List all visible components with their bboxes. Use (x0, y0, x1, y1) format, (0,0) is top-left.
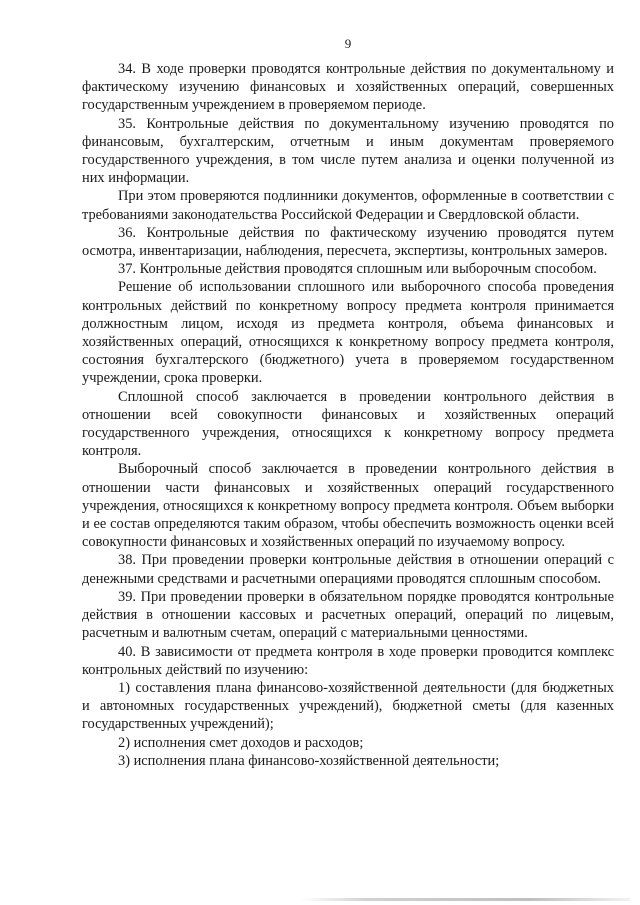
list-item-2: 2) исполнения смет доходов и расходов; (118, 734, 364, 751)
paragraph-35: 35. Контрольные действия по документальному изучению проводятся по финансовым, бухгалтерским, отчетным и иным документам проверяемого государственного учреждения, в том числе путем анализа и оценки полученной из них информации. (82, 115, 614, 187)
paragraph-39: 39. При проведении проверки в обязательном порядке проводятся контрольные действия в отношении кассовых и расчетных операций, операций по лицевым, расчетным и валютным счетам, операций с материальными ценностями. (82, 588, 614, 642)
paragraph-36: 36. Контрольные действия по фактическому изучению проводятся путем осмотра, инвентаризации, наблюдения, пересчета, экспертизы, контрольных замеров. (82, 224, 614, 260)
scan-edge-mark (300, 898, 630, 901)
document-page (82, 36, 614, 770)
paragraph-40: 40. В зависимости от предмета контроля в ходе проверки проводится комплекс контрольных действий по изучению: (82, 643, 614, 678)
paragraph-37-continuous-method: Сплошной способ заключается в проведении контрольного действия в отношении всей совокупности финансовых и хозяйственных операций государственного учреждения, относящихся к конкретному вопросу предмета контроля. (82, 388, 614, 460)
paragraph-38: 38. При проведении проверки контрольные действия в отношении операций с денежными средствами и расчетными операциями проводятся сплошным способом. (82, 552, 614, 587)
paragraph-37-decision: Решение об использовании сплошного или выборочного способа проведения контрольных действий по конкретному вопросу предмета контроля принимается должностным лицом, исходя из предмета контроля, объема финансовых и хозяйственных операций, относящихся к конкретному вопросу предмета контроля, состояния бухгалтерского (бюджетного) учета в проверяемом государственном учреждении, срока проверки. (82, 279, 614, 387)
paragraph-34: 34. В ходе проверки проводятся контрольные действия по документальному и фактическому изучению финансовых и хозяйственных операций, совершенных государственным учреждением в проверяемом периоде. (82, 61, 614, 114)
page-number: 9 (344, 36, 352, 51)
paragraph-37-sample-method: Выборочный способ заключается в проведении контрольного действия в отношении части финансовых и хозяйственных операций государственного учреждения, относящихся к конкретному вопросу предмета контроля. Объем выборки и ее состав определяются таким образом, чтобы обеспечить возможность оценки всей совокупности финансовых и хозяйственных операций по изучаемому вопросу. (82, 461, 614, 551)
list-item-1: 1) составления плана финансово-хозяйственной деятельности (для бюджетных и автономных государственных учреждений), бюджетной сметы (для казенных государственных учреждений); (82, 679, 614, 733)
list-item-3: 3) исполнения плана финансово-хозяйственной деятельности; (118, 752, 500, 769)
paragraph-35-originals: При этом проверяются подлинники документов, оформленные в соответствии с требованиями законодательства Российской Федерации и Свердловской области. (82, 188, 614, 223)
paragraph-37: 37. Контрольные действия проводятся сплошным или выборочным способом. (118, 261, 597, 278)
